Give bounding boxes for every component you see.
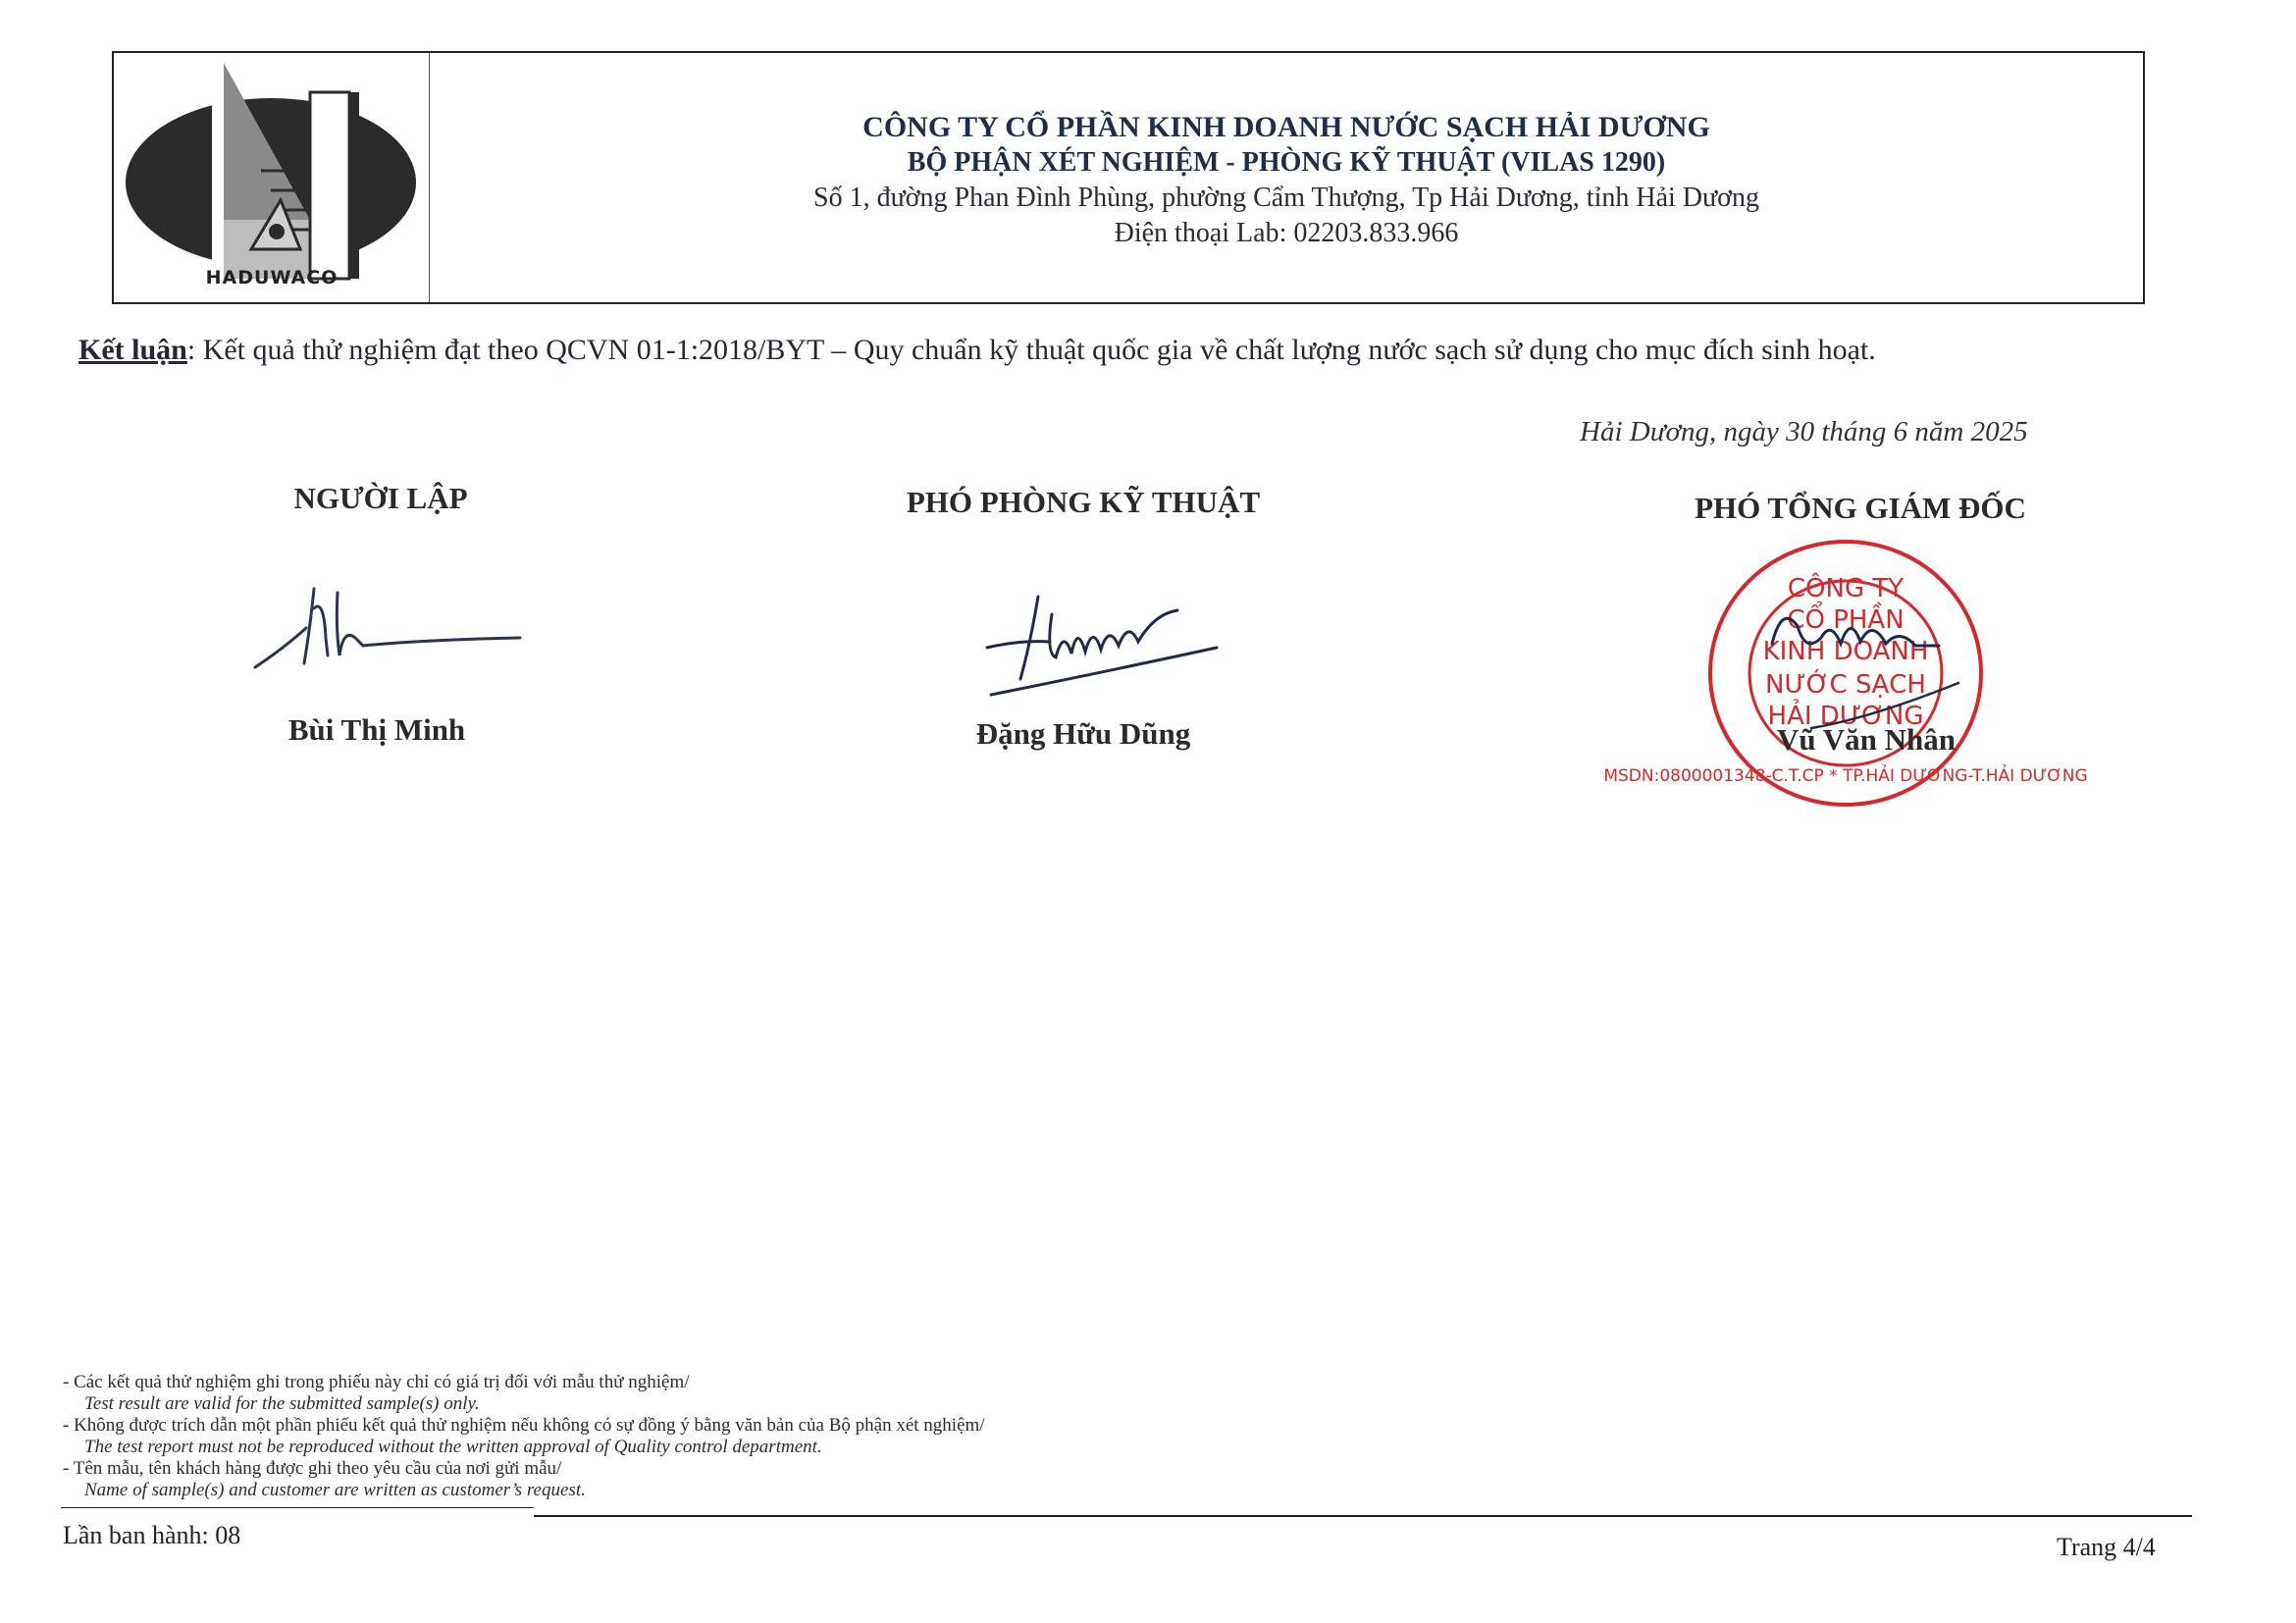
document-header [112, 51, 2145, 304]
note-2-vi: - Không được trích dẫn một phần phiếu kết quả thử nghiệm nếu không có sự đồng ý bằng văn bản của Bộ phận xét nghiệm/ [63, 1415, 985, 1436]
note-3-vi: - Tên mẫu, tên khách hàng được ghi theo yêu cầu của nơi gửi mẫu/ [63, 1458, 562, 1479]
stamp-outer-text: MSDN:0800001348-C.T.CP * TP.HẢI DƯƠNG-T.HẢI DƯƠNG [1603, 766, 2088, 786]
name-preparer: Bùi Thị Minh [287, 712, 466, 747]
department-name: BỘ PHẬN XÉT NGHIỆM - PHÒNG KỸ THUẬT (VILAS 1290) [907, 147, 1666, 178]
edition-number: Lần ban hành: 08 [63, 1521, 241, 1549]
issue-date: Hải Dương, ngày 30 tháng 6 năm 2025 [1580, 416, 2028, 447]
signature-deputy-head-icon [981, 585, 1226, 703]
name-deputy-head: Đặng Hữu Dũng [975, 716, 1191, 751]
company-logo [114, 53, 430, 302]
role-deputy-head: PHÓ PHÒNG KỸ THUẬT [906, 485, 1261, 519]
note-3-en: Name of sample(s) and customer are written as customer’s request. [84, 1480, 586, 1500]
note-1-en: Test result are valid for the submitted sample(s) only. [84, 1393, 480, 1414]
notes-divider [61, 1507, 534, 1508]
company-name: CÔNG TY CỔ PHẦN KINH DOANH NƯỚC SẠCH HẢI DƯƠNG [862, 111, 1710, 143]
role-deputy-director: PHÓ TỔNG GIÁM ĐỐC [1695, 491, 2026, 525]
role-preparer: NGƯỜI LẬP [293, 481, 468, 515]
signature-preparer-icon [245, 569, 530, 677]
header-text-block [430, 110, 2143, 251]
stamp-line-1: CÔNG TY [1787, 574, 1905, 603]
company-address: Số 1, đường Phan Đình Phùng, phường Cẩm Thượng, Tp Hải Dương, tỉnh Hải Dương [813, 183, 1759, 213]
footer-divider [534, 1515, 2192, 1517]
stamp-line-5: HẢI DƯƠNG [1767, 702, 1924, 731]
note-1-vi: - Các kết quả thử nghiệm ghi trong phiếu này chỉ có giá trị đối với mẫu thử nghiệm/ [63, 1372, 690, 1392]
name-deputy-director: Vũ Văn Nhân [1776, 722, 1957, 757]
stamp-line-3: KINH DOANH [1762, 637, 1929, 666]
stamp-line-4: NƯỚC SẠCH [1765, 670, 1926, 700]
conclusion-label: Kết luận [78, 334, 187, 366]
conclusion-paragraph [78, 334, 1876, 367]
stamp-line-2: CỔ PHẦN [1787, 605, 1905, 635]
company-seal-icon [1603, 536, 2088, 811]
page-number: Trang 4/4 [2057, 1533, 2156, 1561]
logo-wordmark: HADUWACO [205, 267, 339, 288]
haduwaco-logo-icon [114, 53, 428, 302]
conclusion-text: : Kết quả thử nghiệm đạt theo QCVN 01-1:2018/BYT – Quy chuẩn kỹ thuật quốc gia về chất lượng nước sạch sử dụng cho mục đích sinh hoạt. [186, 334, 1876, 366]
note-2-en: The test report must not be reproduced without the written approval of Quality control department. [84, 1437, 822, 1457]
report-notes [63, 1372, 985, 1501]
lab-phone: Điện thoại Lab: 02203.833.966 [1114, 218, 1459, 248]
